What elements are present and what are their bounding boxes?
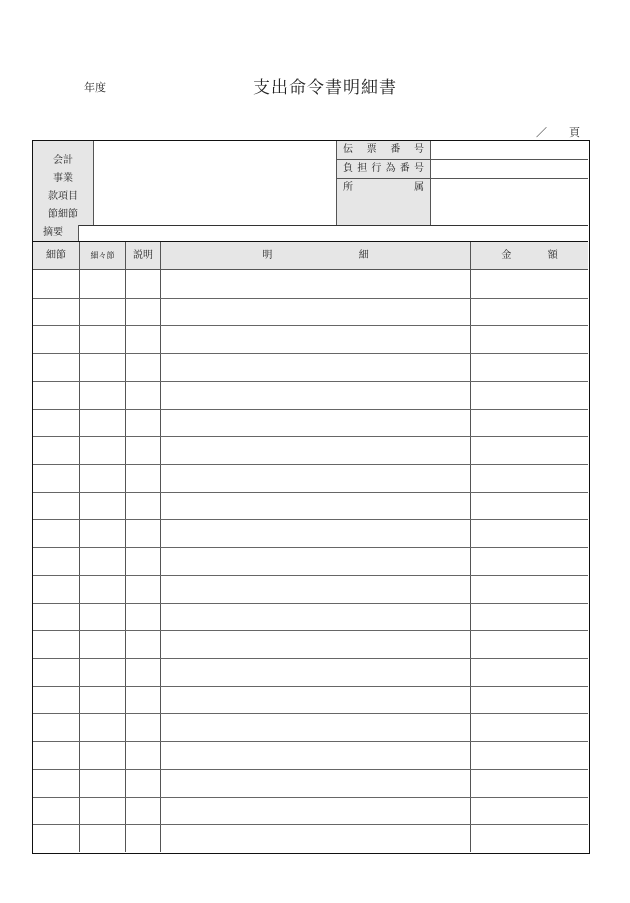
label-commitment-number: 負担行為番号 [337, 160, 430, 179]
table-row[interactable] [33, 713, 588, 741]
fiscal-year-label: 年度 [84, 81, 106, 94]
voucher-label-column [336, 141, 431, 225]
table-row[interactable] [33, 270, 588, 298]
col-header-amount-1: 金 [501, 250, 512, 261]
table-row[interactable] [33, 381, 588, 409]
label-project: 事業 [53, 173, 73, 184]
page-number [536, 124, 580, 140]
col-header-details-2: 細 [358, 250, 369, 261]
page-title: 支出命令書明細書 [253, 78, 397, 98]
table-row[interactable] [33, 630, 588, 658]
account-label-column [33, 141, 94, 225]
table-row[interactable] [33, 436, 588, 464]
col-header-sub-subsection: 細々節 [80, 242, 126, 270]
col-header-amount [471, 242, 588, 270]
table-row[interactable] [33, 353, 588, 381]
table-row[interactable] [33, 741, 588, 769]
col-header-explanation: 説明 [126, 242, 161, 270]
label-voucher-number: 伝票番号 [337, 141, 430, 160]
label-section: 節細節 [48, 209, 78, 220]
table-row[interactable] [33, 492, 588, 520]
table-row[interactable] [33, 547, 588, 575]
summary-row[interactable] [33, 225, 588, 242]
col-header-amount-2: 額 [547, 250, 558, 261]
voucher-value-area[interactable] [430, 141, 588, 225]
col-header-subsection: 細節 [33, 242, 80, 270]
table-row[interactable] [33, 769, 588, 797]
col-header-details [161, 242, 471, 270]
form-header [33, 141, 588, 226]
page-slash: ／ [536, 126, 547, 139]
table-row[interactable] [33, 464, 588, 492]
table-row[interactable] [33, 409, 588, 437]
summary-label: 摘要 [33, 225, 79, 241]
table-row[interactable] [33, 298, 588, 326]
col-header-details-1: 明 [262, 250, 273, 261]
table-row[interactable] [33, 575, 588, 603]
table-row[interactable] [33, 603, 588, 631]
table-row[interactable] [33, 824, 588, 852]
table-row[interactable] [33, 325, 588, 353]
table-row[interactable] [33, 797, 588, 825]
expenditure-form [32, 140, 590, 854]
label-department: 所属 [343, 182, 424, 193]
table-row[interactable] [33, 519, 588, 547]
page-label: 頁 [569, 126, 580, 139]
table-row[interactable] [33, 658, 588, 686]
table-row[interactable] [33, 686, 588, 714]
label-budget-item: 款項目 [48, 191, 78, 202]
label-account: 会計 [53, 155, 73, 166]
